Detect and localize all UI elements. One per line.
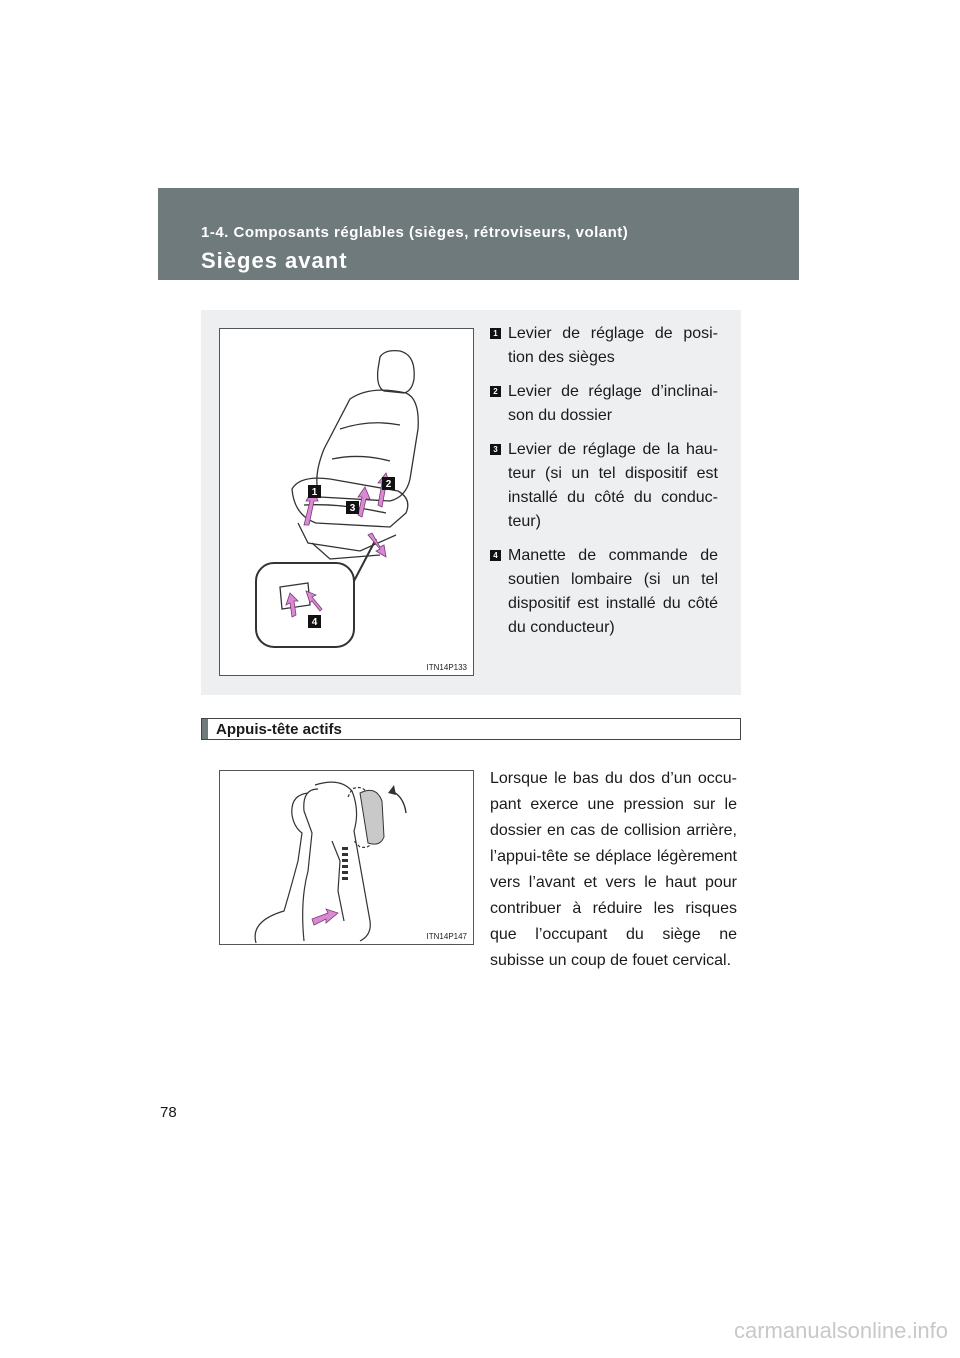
headrest-figure <box>219 770 474 945</box>
seat-figure <box>219 328 474 676</box>
legend-text: Levier de réglage de la hau-teur (si un tel dispositif est installé du côté du conduc-teur) <box>508 441 718 530</box>
legend-number: 2 <box>490 386 501 397</box>
callout-4: 4 <box>311 617 318 628</box>
legend-item <box>490 438 718 534</box>
legend-item <box>490 322 718 370</box>
legend-number: 4 <box>490 550 501 561</box>
section-title: 1-4. Composants réglables (sièges, rétroviseurs, volant) <box>201 224 629 241</box>
chapter-header <box>158 188 799 280</box>
figure-code: ITN14P147 <box>426 932 467 941</box>
legend <box>490 322 718 650</box>
page-title: Sièges avant <box>201 248 348 273</box>
page-number: 78 <box>160 1104 177 1121</box>
watermark: carmanualsonline.info <box>733 1318 948 1343</box>
seat-illustration <box>220 329 473 675</box>
subsection-marker <box>202 719 208 739</box>
callout-1: 1 <box>311 487 318 498</box>
legend-text: Manette de commande de soutien lombaire (si un tel dispositif est installé du côté du conducteur) <box>508 547 718 636</box>
legend-item <box>490 544 718 640</box>
legend-number: 3 <box>490 444 501 455</box>
legend-text: Levier de réglage d’inclinai-son du dossier <box>508 383 718 424</box>
legend-number: 1 <box>490 328 501 339</box>
legend-text: Levier de réglage de posi-tion des sièges <box>508 325 718 366</box>
headrest-illustration <box>220 771 473 944</box>
subsection-title: Appuis-tête actifs <box>216 721 342 738</box>
figure-code: ITN14P133 <box>426 663 467 672</box>
body-paragraph: Lorsque le bas du dos d’un occu-pant exerce une pression sur le dossier en cas de collision arrière, l’appui-tête se déplace légèrement vers l’avant et vers le haut pour contribuer à réduire les risques que l’occupant du siège ne subisse un coup de fouet cervical. <box>490 770 737 969</box>
callout-2: 2 <box>385 479 392 490</box>
legend-item <box>490 380 718 428</box>
subsection-header <box>201 718 741 740</box>
callout-3: 3 <box>349 503 356 514</box>
